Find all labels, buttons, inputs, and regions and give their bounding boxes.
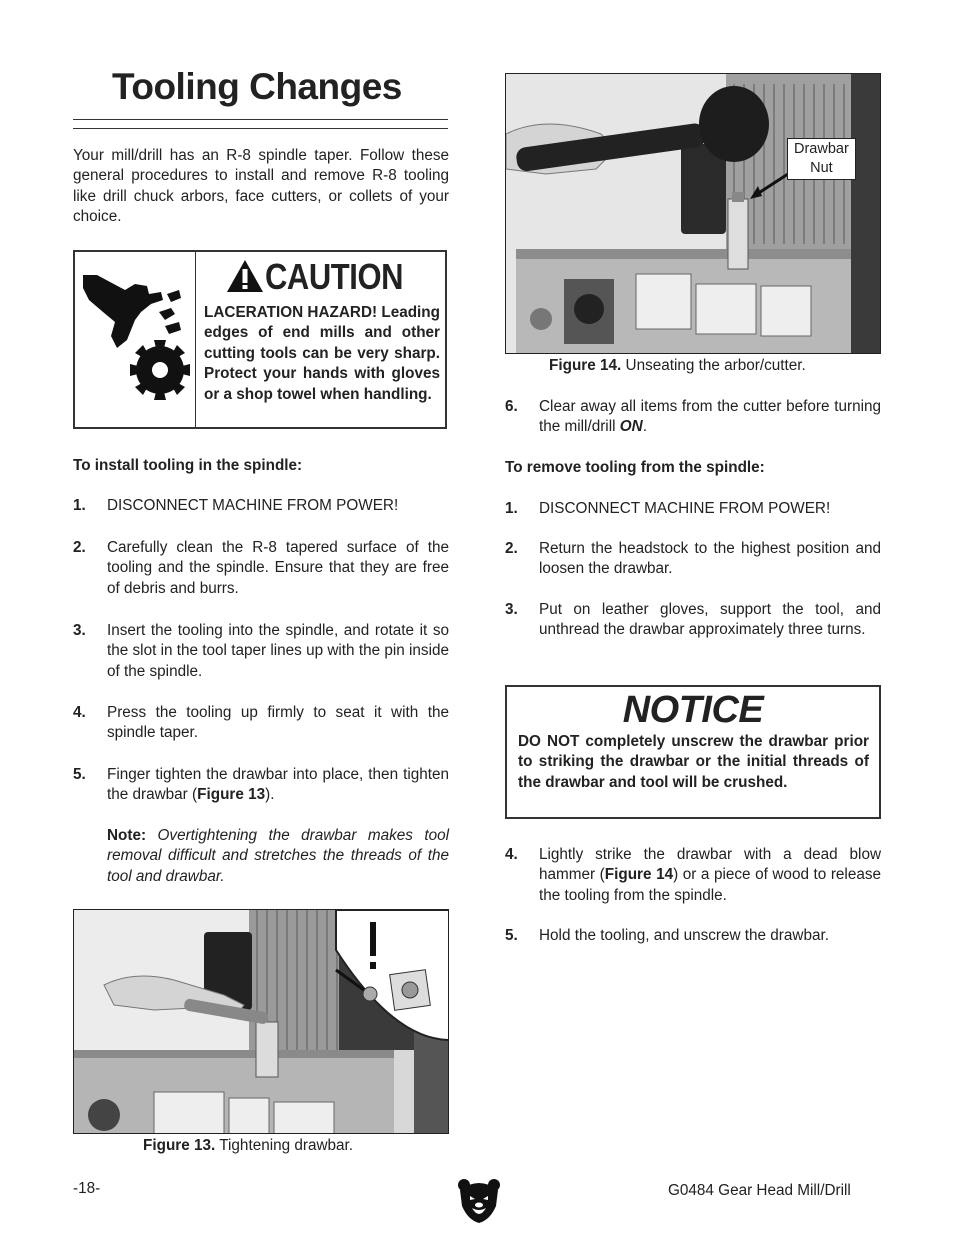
list-item: 2. Return the headstock to the highest position and loosen the drawbar. — [505, 540, 881, 578]
figure-13-image — [73, 909, 449, 1134]
list-item: 1. DISCONNECT MACHINE FROM POWER! — [505, 500, 831, 517]
figure-14-image — [505, 73, 881, 354]
figure-14-caption: Figure 14. Unseating the arbor/cutter. — [549, 357, 806, 374]
remove-heading: To remove tooling from the spindle: — [505, 459, 765, 476]
notice-text: DO NOT completely unscrew the drawbar prior to striking the drawbar or the initial threads of the drawbar and tool will be crushed. — [518, 733, 869, 791]
caution-title: CAUTION — [265, 256, 404, 297]
title-rule-bottom — [73, 128, 448, 129]
notice-box — [505, 685, 881, 819]
notice-title: NOTICE — [622, 689, 764, 731]
list-item: 3. Insert the tooling into the spindle, and rotate it so the slot in the tool taper lines up with the pin inside of the spindle. — [73, 622, 449, 680]
install-note: Note: Overtightening the drawbar makes tool removal difficult and stretches the threads of the tool and drawbar. — [107, 827, 449, 885]
page-title: Tooling Changes — [112, 66, 402, 107]
list-item: 5. Hold the tooling, and unscrew the drawbar. — [505, 927, 829, 944]
list-item: 1. DISCONNECT MACHINE FROM POWER! — [73, 497, 399, 514]
list-item: 3. Put on leather gloves, support the tool, and unthread the drawbar approximately three turns. — [505, 601, 881, 639]
caution-text: LACERATION HAZARD! Leading edges of end mills and other cutting tools can be very sharp. Protect your hands with gloves or a shop towel when handling. — [204, 304, 440, 403]
list-item: 4. Press the tooling up firmly to seat it with the spindle taper. — [73, 704, 449, 742]
title-rule-top — [73, 119, 448, 120]
grizzly-bear-logo-icon — [456, 1176, 502, 1224]
figure-13-caption: Figure 13. Tightening drawbar. — [143, 1137, 354, 1154]
drawbar-nut-callout: Drawbar Nut — [787, 138, 856, 180]
cutting-hazard-icon — [75, 252, 193, 427]
model-name: G0484 Gear Head Mill/Drill — [668, 1182, 851, 1199]
warning-triangle-icon — [225, 258, 265, 294]
page-number: -18- — [73, 1180, 101, 1197]
intro-paragraph: Your mill/drill has an R-8 spindle taper. Follow these general procedures to install and remove R-8 tooling like drill chuck arbors, face cutters, or collets of your choice. — [73, 147, 449, 226]
list-item: 2. Carefully clean the R-8 tapered surface of the tooling and the spindle. Ensure that they are free of debris and burrs. — [73, 539, 449, 597]
list-item: 6. Clear away all items from the cutter before turning the mill/drill ON. — [505, 398, 881, 436]
list-item: 5. Finger tighten the drawbar into place, then tighten the drawbar (Figure 13). — [73, 766, 449, 804]
caution-box — [73, 250, 447, 429]
install-heading: To install tooling in the spindle: — [73, 457, 303, 474]
list-item: 4. Lightly strike the drawbar with a dead blow hammer (Figure 14) or a piece of wood to release the tooling from the spindle. — [505, 846, 881, 904]
